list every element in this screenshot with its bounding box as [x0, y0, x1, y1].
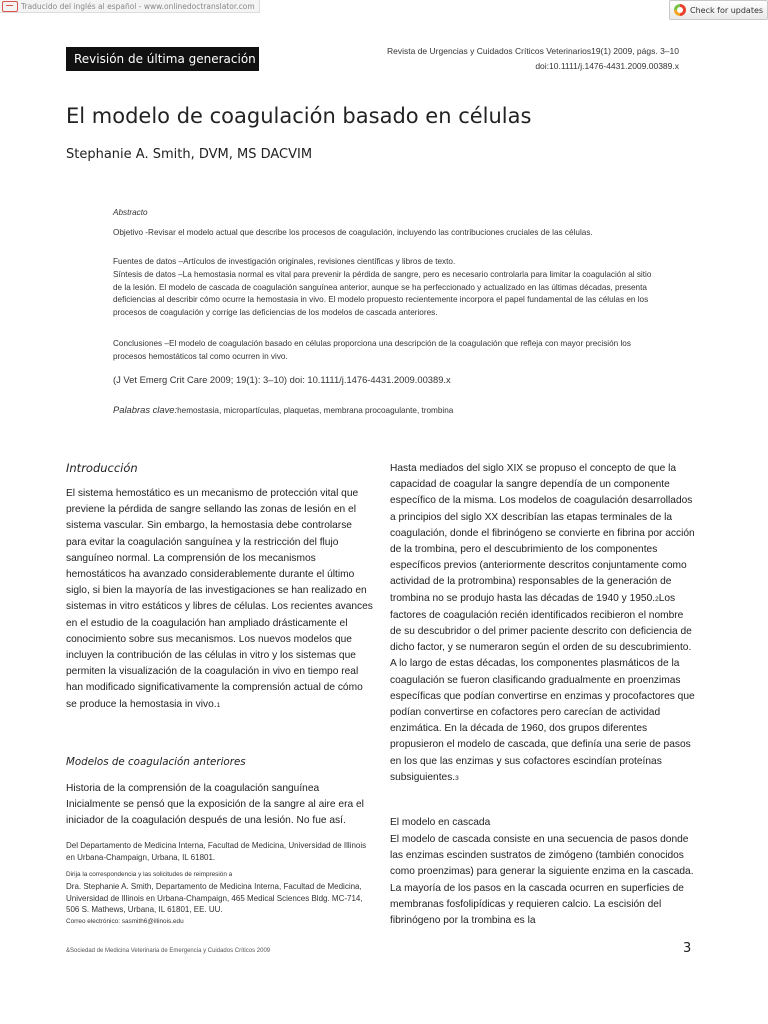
abstract-heading: Abstracto — [113, 208, 148, 217]
history-paragraph — [66, 781, 374, 830]
abstract-synthesis: Síntesis de datos –La hemostasia normal es vital para prevenir la pérdida de sangre, pero es necesario controlarla para limitar la coagulación al sitio de la lesión. El modelo de cascada de coagulación sanguínea anterior, aunque se ha perfeccionado y actualizado en las últimas décadas, presenta deficiencias al describir cómo ocurre la hemostasia in vivo. El modelo propuesto recientemente incorpora el papel fundamental de las células en los procesos de coagulación y corrige las deficiencias de los modelos de cascada anteriores. — [113, 270, 652, 317]
journal-citation: Revista de Urgencias y Cuidados Críticos Veterinarios19(1) 2009, págs. 3–10 — [387, 46, 679, 56]
reference-2: 2 — [655, 595, 659, 603]
check-for-updates-label: Check for updates — [690, 5, 764, 15]
document-translate-icon — [2, 1, 18, 12]
right-column-paragraph: Hasta mediados del siglo XIX se propuso el concepto de que la capacidad de coagular la sangre dependía de un componente específico de la misma. Los modelos de coagulación desarrollados a principios del siglo XX describían las etapas terminales de la coagulación, donde el fibrinógeno se convierte en fibrina por acción de la trombina, pero el descubrimiento de los componentes específicos previos (anteriormente descritos conjuntamente como actividad de la protrombina) responsables de la generación de trombina no se produjo hasta las décadas de 1940 y 1950.2Los factores de coagulación recién identificados recibieron el nombre de su descubridor o del primer paciente descrito con deficiencia de dicho factor, y se numeraron según el orden de su descubrimiento. A lo largo de estas décadas, los componentes plasmáticos de la coagulación se fueron clasificando gradualmente en proenzimas específicas que podían convertirse en enzimas y procofactores que podían convertirse en cofactores pero carecían de actividad enzimática. En la década de 1960, dos grupos diferentes propusieron el modelo de cascada, que definía una serie de pasos en los que las enzimas y sus cofactores escindían proteínas subsiguientes.3 — [390, 463, 695, 783]
models-heading: Modelos de coagulación anteriores — [66, 756, 246, 768]
crossmark-icon — [674, 4, 686, 16]
abstract-objective: Objetivo -Revisar el modelo actual que describe los procesos de coagulación, incluyendo las contribuciones cruciales de las células. — [113, 228, 593, 237]
section-label: Revisión de última generación — [66, 47, 259, 71]
history-subheading: Historia de la comprensión de la coagulación sanguínea — [66, 783, 320, 794]
correspondence-label: Dirija la correspondencia y las solicitudes de reimpresión a — [66, 871, 233, 878]
reference-3: 3 — [455, 774, 459, 782]
footer-society: &Sociedad de Medicina Veterinaria de Emergencia y Cuidados Críticos 2009 — [66, 948, 271, 954]
cascade-paragraph: El modelo de cascada consiste en una secuencia de pasos donde las enzimas escinden sustratos de zimógeno (también conocidos como proenzimas) para generar la siguiente enzima en la cascada. La mayoría de los pasos en la cascada ocurren en superficies de membranas fosfolipídicas y requieren calcio. La escisión del fibrinógeno por la trombina es la — [390, 834, 694, 927]
abstract-citation: (J Vet Emerg Crit Care 2009; 19(1): 3–10) doi: 10.1111/j.1476-4431.2009.00389.x — [113, 374, 451, 385]
page-number: 3 — [683, 941, 692, 956]
affiliation-note: Del Departamento de Medicina Interna, Facultad de Medicina, Universidad de Illinois en Urbana-Champaign, Urbana, IL 61801. — [66, 841, 367, 862]
check-for-updates-button[interactable] — [669, 0, 768, 20]
intro-heading: Introducción — [66, 461, 138, 475]
journal-doi: doi:10.1111/j.1476-4431.2009.00389.x — [535, 61, 679, 71]
intro-paragraph: El sistema hemostático es un mecanismo de protección vital que previene la pérdida de sangre sellando las zonas de lesión en el sistema vascular. Sin embargo, la hemostasia debe controlarse para evitar la coagulación sanguínea y la restricción del flujo sanguíneo normal. La comprensión de los mecanismos hemostáticos ha avanzado considerablemente durante el último siglo, si bien la mayoría de las investigaciones se han realizado en sistemas in vitro estáticos y libres de células. Los recientes avances en el estudio de la coagulación han ampliado drásticamente el conocimiento sobre sus mecanismos. Los nuevos modelos que incluyen la contribución de las células in vitro y los sistemas que permiten la visualización de la coagulación in vivo en tiempo real han modificado significativamente la comprensión actual de cómo se produce la hemostasia in vivo.1 — [66, 488, 373, 710]
correspondence-address: Dra. Stephanie A. Smith, Departamento de Medicina Interna, Facultad de Medicina, Universidad de Illinois en Urbana-Champaign, 465 Medical Sciences Bldg. MC-714, 506 S. Mathews, Urbana, IL 61801, EE. UU. — [66, 881, 363, 915]
author-line: Stephanie A. Smith, DVM, MS DACVIM — [66, 147, 313, 162]
abstract-conclusions: Conclusiones –El modelo de coagulación basado en células proporciona una descripción de la coagulación que refleja con mayor precisión los procesos hemostáticos tal como ocurren in vivo. — [113, 339, 631, 361]
cascade-heading: El modelo en cascada — [390, 817, 491, 828]
translator-text[interactable]: Traducido del inglés al español - www.onlinedoctranslator.com — [21, 1, 255, 11]
correspondence-note — [66, 869, 376, 928]
translator-banner[interactable] — [0, 0, 260, 13]
keywords-list: hemostasia, micropartículas, plaquetas, membrana procoagulante, trombina — [177, 406, 454, 415]
history-text: Inicialmente se pensó que la exposición de la sangre al aire era el iniciador de la coagulación después de una lesión. No fue así. — [66, 799, 364, 827]
keywords-label: Palabras clave: — [113, 404, 178, 415]
intro-reference: 1 — [216, 701, 221, 709]
correspondence-email[interactable]: Correo electrónico: sasmith6@illinois.edu — [66, 918, 184, 926]
article-title: El modelo de coagulación basado en células — [66, 104, 532, 128]
abstract-sources: Fuentes de datos –Artículos de investigación originales, revisiones científicas y libros de texto. — [113, 257, 456, 266]
keywords — [113, 404, 453, 418]
